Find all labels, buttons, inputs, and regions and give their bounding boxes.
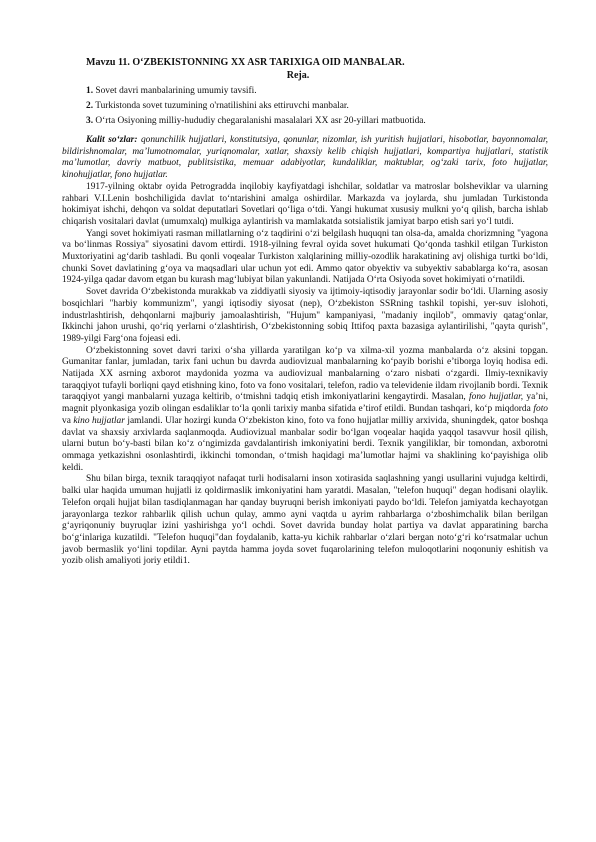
page-title: Mavzu 11. O‘ZBEKISTONNING XX ASR TARIXIGA OID MANBALAR.	[86, 57, 405, 68]
body-paragraph-4	[62, 346, 548, 475]
paragraph-text: O‘zbekistonning sovet davri tarixi o‘sha yillarda yaratilgan ko‘p va xilma-xil yozma manbalarda o‘z aksini topgan. Gumanitar fanlar, jumladan, tarix fani uchun bu davrda audiovizual manbalarning ko‘payib borishi e’tiborga loyiq hodisa edi. Natijada XX asrning axborot maydonida yozma va audiovizual manbalarning o‘zaro nisbati o‘zgardi. Ilmiy-texnikaviy taraqqiyot tufayli borliqni qayd etishning kino, foto va fono vositalari, telefon, radio va televidenie ildam rivojlanib bordi. Texnik taraqqiyot yangi manbalarni yuzaga keltirib, o‘tmishni tadqiq etish imkoniyatlarini kengaytirdi. Masalan,	[62, 345, 548, 403]
body-paragraph-5: Shu bilan birga, texnik taraqqiyot nafaqat turli hodisalarni inson xotirasida saqlashning yangi usullarini vujudga keltirdi, balki ular haqida umuman hujjatli iz qoldirmaslik imkoniyatini ham yaratdi. Masalan, "telefon huquqi" degan hodisani olaylik. Telefon orqali hujjat bilan tasdiqlanmagan har qanday buyruqni berish imkoniyati paydo bo‘ldi. Telefon jamiyatda kechayotgan jarayonlarga tezkor rahbarlik qilish uchun qulay, ammo ayni vaqtda u ayrim rahbarlarga o‘zboshimchalik bilan berilgan g‘ayriqonuniy buyruqlar izini yashirishga yo‘l ochdi. Sovet davrida bunday holat partiya va davlat apparatining barcha bo‘g‘inlariga kuzatildi. "Telefon huquqi"dan foydalanib, katta-yu kichik rahbarlar o‘zlari bergan noto‘g‘ri ko‘rsatmalar uchun javob bermaslik yo‘lini topdilar. Ayni paytda hamma joyda sovet fuqarolarining telefon muloqotlarini noqonuniy eshitish va yozib olish amaliyoti joriy etildi1.	[62, 474, 548, 567]
body-paragraph-2: Yangi sovet hokimiyati rasman millatlarning o‘z taqdirini o‘zi belgilash huquqni tan olsa-da, amalda chorizmning "yagona va bo‘linmas Rossiya" siyosatini davom ettirdi. 1918-yilning fevral oyida sovet hukumati Qo‘qonda tashkil etilgan Turkiston Muxtoriyatini ag‘darib tashladi. Bu qonli voqealar Turkiston xalqlarining milliy-ozodlik harakatining avj olishiga turtki bo‘ldi, chunki Sovet davlatining g‘oya va maqsadlari ular uchun yot edi. Ammo qator obyektiv va subyektiv sabablarga ko‘ra, asosan 1924-yilga qadar davom etgan bu kurash mag‘lubiyat bilan yakunlandi. Natijada O‘rta Osiyoda sovet hokimiyati o‘rnatildi.	[62, 228, 548, 286]
plan-item-text: Turkistonda sovet tuzumining o'rnatilishini aks ettiruvchi manbalar.	[93, 101, 349, 111]
body-paragraph-3: Sovet davrida O‘zbekistonda murakkab va ziddiyatli siyosiy va ijtimoiy-iqtisodiy jarayonlar sodir bo‘ldi. Ularning asosiy bosqichlari "harbiy kommunizm", yangi iqtisodiy siyosat (nep), O‘zbekiston SSRning tashkil topishi, yer-suv islohoti, industrlashtirish, dehqonlarni majburiy jamoalashtirish, "Hujum" kampaniyasi, "madaniy inqilob", ommaviy qatag‘onlar, Ikkinchi jahon urushi, qo‘riq yerlarni o‘zlashtirish, O‘zbekistonning sobiq Ittifoq paxta bazasiga aylantirilishi, "qayta qurish", 1989-yilgi Farg‘ona fojeasi edi.	[62, 287, 548, 344]
body-paragraph-1: 1917-yilning oktabr oyida Petrogradda inqilobiy kayfiyatdagi ishchilar, soldatlar va matroslar bolsheviklar va ularning rahbari V.I.Lenin boshchiligida davlat to‘ntarishini amalga oshirdilar. Markazda va joylarda, shu jumladan Turkistonda hokimiyat ishchi, dehqon va soldat deputatlari Sovetlari qo‘liga o‘tdi. Yangi hukumat xususiy mulkni yo‘q qilish, barcha ishlab chiqarish vositalari davlat (umumxalq) mulkiga aylantirish va mamlakatda sotsialistik jamiyat barpo etish sari yo‘l tutdi.	[62, 181, 548, 227]
plan-heading: Reja.	[286, 70, 310, 81]
plan-item-text: O‘rta Osiyoning milliy-hududiy chegaralanishi masalalari XX asr 20-yillari matbuotida.	[93, 116, 426, 126]
paragraph-text: va	[62, 415, 74, 426]
keywords-paragraph	[62, 135, 548, 182]
plan-item-1	[86, 86, 546, 101]
emphasis-kino-hujjatlar: kino hujjatlar	[73, 415, 125, 426]
paragraph-text: jamlandi. Ular hozirgi kunda O‘zbekiston kino, foto va fono hujjatlar milliy arxivida, shuningdek, qator boshqa davlat va shaxsiy arxivlarda saqlanmoqda. Audiovizual manbalar sodir bo‘lgan voqealar haqida yaqqol tasavvur hosil qilish, ularni butun bo‘y-basti bilan ko‘z o‘ngimizda gavdalantirish imkoniyatini berdi. Texnik yangiliklar, bir tomondan, axborotni ommaga yetkazishni osonlashtirdi, ikkinchi tomondan, o‘tmish haqidagi ma’lumotlar hajmi va shaklining ko‘payishiga olib keldi.	[62, 415, 548, 473]
plan-item-3	[86, 116, 546, 131]
emphasis-fono-hujjatlar: fono hujjatlar,	[469, 392, 524, 403]
plan-item-number: 1.	[86, 86, 94, 96]
emphasis-foto: foto	[533, 404, 548, 415]
keywords-label: Kalit so‘zlar:	[86, 135, 138, 145]
plan-item-text: Sovet davri manbalarining umumiy tavsifi.	[93, 86, 257, 96]
keywords-text: qonunchilik hujjatlari, konstitutsiya, qonunlar, nizomlar, ish yuritish hujjatlari, hisobotlar, bayonnomalar, bildirishnomalar, ma’lumotnomalar, yuriqnomalar, xatlar, shaxsiy kelib chiqish hujjatlari, kompartiya hujjatlari, statistik ma’lumotlar, davriy matbuot, publitsistika, memuar adabiyotlar, kundaliklar, maktublar, og‘zaki tarix, foto hujjatlar, kinohujjatlar, fono hujjatlar.	[62, 135, 548, 181]
plan-item-number: 2.	[86, 101, 94, 111]
plan-list	[86, 86, 546, 131]
plan-item-2	[86, 101, 546, 116]
paragraph-text: ya’ni, magnit plyonkasiga yozib olingan esdaliklar to‘la qonli tarixiy manba sifatida e’tirof etildi. Bundan tashqari, ko‘p miqdorda	[62, 392, 549, 415]
document-body	[62, 135, 548, 568]
plan-item-number: 3.	[86, 116, 94, 126]
